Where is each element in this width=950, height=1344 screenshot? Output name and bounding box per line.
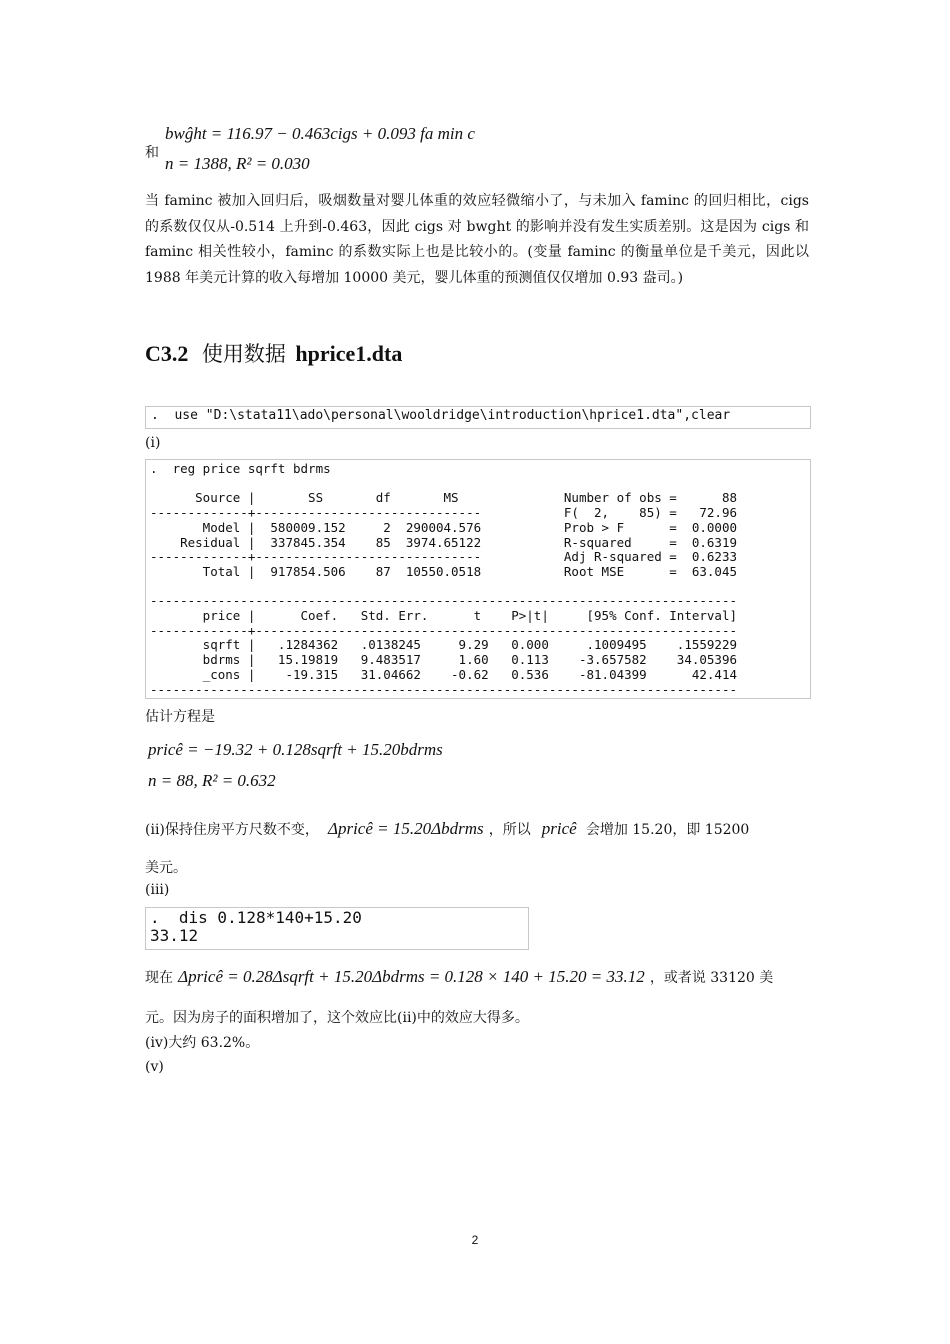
stata-regression-line: price | Coef. Std. Err. t P>|t| [95% Conf. Interval] (150, 608, 737, 624)
page-number: 2 (471, 1233, 479, 1247)
stata-regression-line: bdrms | 15.19819 9.483517 1.60 0.113 -3.657582 34.05396 (150, 652, 737, 668)
part-ii-prefix: (ii)保持住房平方尺数不变， (145, 822, 319, 838)
stata-dis-line: . dis 0.128*140+15.20 (150, 908, 362, 927)
equation-bwght-line1: bwĝht = 116.97 − 0.463cigs + 0.093 fa min c (165, 124, 475, 143)
part-iii-line2: 元。因为房子的面积增加了，这个效应比(ii)中的效应大得多。 (145, 1010, 529, 1026)
part-v: (v) (145, 1059, 164, 1075)
stata-regression-line (150, 580, 810, 595)
stata-regression-line: _cons | -19.315 31.04662 -0.62 0.536 -81.04399 42.414 (150, 666, 737, 682)
part-iii-line (145, 966, 809, 991)
stata-regression-line: sqrft | .1284362 .0138245 9.29 0.000 .1009495 .1559229 (150, 637, 737, 653)
connector-text: 和 (145, 145, 159, 161)
stata-use-command-box (145, 406, 811, 429)
part-ii-var: pricê (541, 819, 577, 838)
section-title-cn: 使用数据 (201, 342, 286, 366)
stata-regression-line: . reg price sqrft bdrms (150, 461, 331, 476)
label-part-i: (i) (145, 435, 161, 451)
stata-regression-line: Total | 917854.506 87 10550.0518 Root MSE = 63.045 (150, 563, 737, 579)
equation-price-line2: n = 88, R² = 0.632 (148, 771, 276, 790)
stata-regression-output-box (145, 459, 811, 699)
stata-dis-output (146, 908, 528, 945)
estimated-equation-label: 估计方程是 (145, 709, 215, 725)
equation-price-line1: pricê = −19.32 + 0.128sqrft + 15.20bdrms (148, 740, 443, 759)
stata-use-command: . use "D:\stata11\ado\personal\wooldridge\introduction\hprice1.dta",clear (151, 408, 731, 423)
section-title-file: hprice1.dta (295, 341, 403, 366)
part-iii-formula: Δpricê = 0.28Δsqrft + 15.20Δbdrms = 0.128 × 140 + 15.20 = 33.12 (178, 967, 645, 986)
equation-bwght-line2: n = 1388, R² = 0.030 (165, 154, 310, 173)
part-ii-formula: Δpricê = 15.20Δbdrms (327, 819, 484, 838)
stata-regression-output (146, 460, 810, 697)
part-ii-line (145, 818, 809, 843)
label-part-iii: (iii) (145, 882, 170, 898)
part-iii-suffix: ，或者说 33120 美 (649, 970, 774, 986)
paragraph-faminc-explanation: 当 faminc 被加入回归后，吸烟数量对婴儿体重的效应轻微缩小了，与未加入 faminc 的回归相比，cigs 的系数仅仅从-0.514 上升到-0.463，因此 cigs 对 bwght 的影响并没有发生实质差别。这是因为 cigs 和 faminc 相关性较小，faminc 的系数实际上也是比较小的。(变量 faminc 的衡量单位是千美元，因此以 1988 年美元计算的收入每增加 10000 美元，婴儿体重的预测值仅仅增加 0.93 盎司。) (145, 193, 809, 286)
stata-dis-line: 33.12 (150, 926, 199, 945)
stata-regression-line: Model | 580009.152 2 290004.576 Prob > F = 0.0000 (150, 519, 737, 535)
part-ii-mid: ，所以 (488, 822, 531, 838)
stata-regression-line: Source | SS df MS Number of obs = 88 (150, 490, 737, 506)
stata-regression-line: -------------+------------------------------ F( 2, 85) = 72.96 (150, 505, 737, 521)
part-iii-prefix: 现在 (145, 970, 173, 986)
stata-regression-line: ------------------------------------------------------------------------------ (150, 681, 737, 697)
section-heading (145, 338, 402, 368)
stata-regression-line: ------------------------------------------------------------------------------ (150, 593, 737, 609)
stata-dis-box (145, 907, 529, 950)
section-number: C3.2 (145, 341, 189, 366)
stata-regression-line: -------------+------------------------------ Adj R-squared = 0.6233 (150, 549, 737, 565)
stata-regression-line (150, 477, 810, 492)
stata-regression-line: -------------+---------------------------------------------------------------- (150, 622, 737, 638)
part-ii-suffix: 会增加 15.20，即 15200 (585, 822, 750, 838)
part-ii-line2: 美元。 (145, 860, 187, 876)
stata-regression-line: Residual | 337845.354 85 3974.65122 R-squared = 0.6319 (150, 534, 737, 550)
part-iv: (iv)大约 63.2%。 (145, 1035, 260, 1051)
